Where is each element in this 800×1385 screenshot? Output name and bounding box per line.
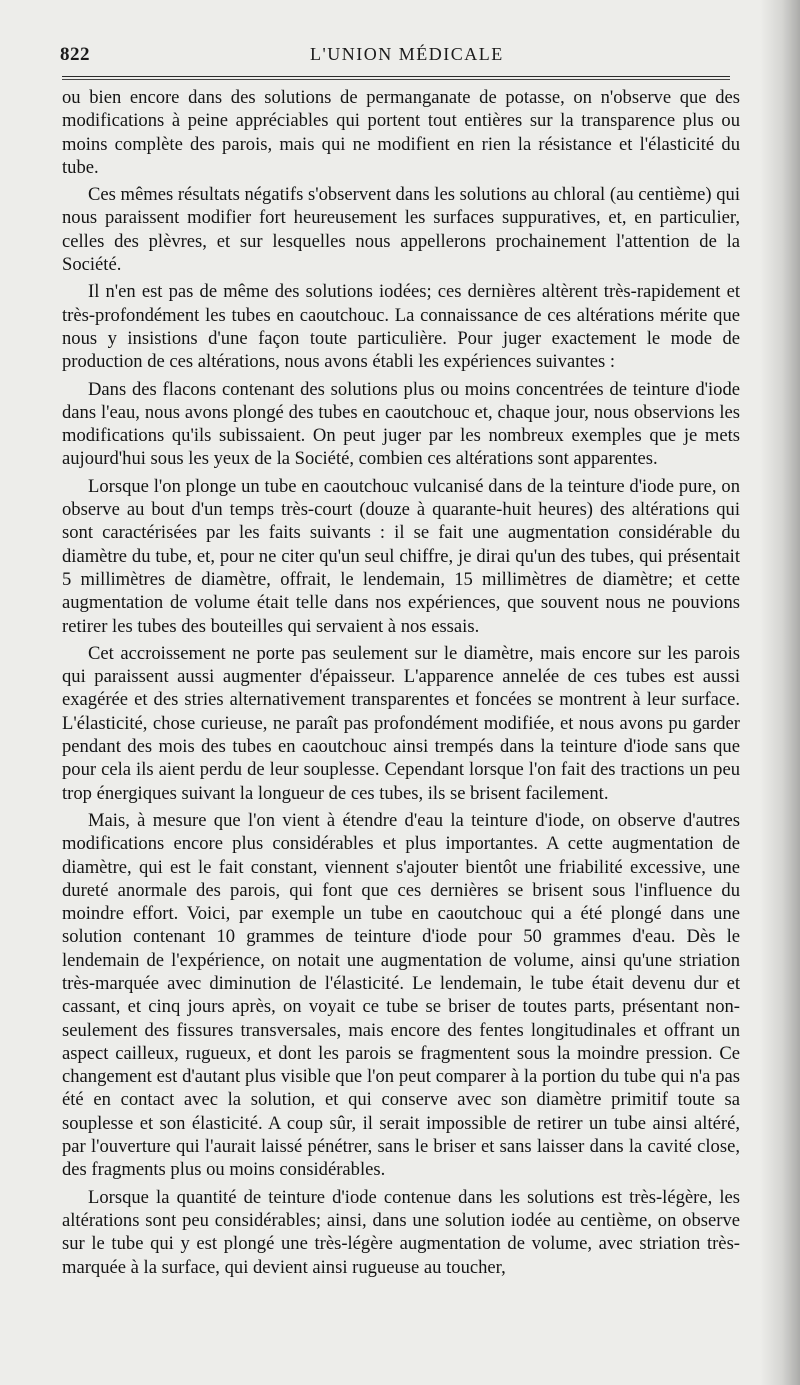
header-rule — [62, 76, 730, 80]
paragraph-diluted-tincture: Mais, à mesure que l'on vient à étendre d'eau la teinture d'iode, on observe d'autres modifications encore plus considérables et plus importantes. A cette augmentation de diamètre, qui est le fait constant, viennent s'ajouter bientôt une friabilité excessive, une dureté anormale des parois, qui font que ces dernières se brisent sous l'influence du moindre effort. Voici, par exemple un tube en caoutchouc qui a été plongé dans une solution contenant 10 grammes de teinture d'iode pour 50 grammes d'eau. Dès le lendemain de l'expérience, on notait une augmentation de volume, ainsi qu'une striation très-marquée avec diminution de l'élasticité. Le lendemain, le tube était devenu dur et cassant, et cinq jours après, on voyait ce tube se briser de toutes parts, présentant non-seulement des fissures transversales, mais encore des fentes longitudinales et offrant un aspect cailleux, rugueux, et dont les parois se fragmentent sous la moindre pression. Ce changement est d'autant plus visible que l'on peut comparer à la portion du tube qui n'a pas été en contact avec la solution, et qui conserve avec son diamètre primitif toute sa souplesse et son élasticité. A coup sûr, il serait impossible de retirer un tube ainsi altéré, par l'ouverture qui l'aurait laissé pénétrer, sans le briser et sans laisser dans la cavité close, des fragments plus ou moins considérables. — [62, 809, 740, 1181]
page-gutter-shadow — [760, 0, 800, 1385]
paragraph-flasks-experiment: Dans des flacons contenant des solutions plus ou moins concentrées de teinture d'iode dans l'eau, nous avons plongé des tubes en caoutchouc et, chaque jour, nous observions les modifications qu'ils subissaient. On peut juger par les nombreux exemples que je mets aujourd'hui sous les yeux de la Société, combien ces altérations sont apparentes. — [62, 378, 740, 470]
paragraph-wall-thickening: Cet accroissement ne porte pas seulement sur le diamètre, mais encore sur les parois qui paraissent aussi augmenter d'épaisseur. L'apparence annelée de ces tubes est aussi exagérée et des stries alternativement transparentes et foncées se montrent à leur surface. L'élasticité, chose curieuse, ne paraît pas profondément modifiée, et nous avons pu garder pendant des mois des tubes en caoutchouc ainsi trempés dans la teinture d'iode sans que pour cela ils aient perdu de leur souplesse. Cependant lorsque l'on fait des tractions un peu trop énergiques suivant la longueur de ces tubes, ils se brisent facilement. — [62, 642, 740, 804]
paragraph-light-solutions: Lorsque la quantité de teinture d'iode contenue dans les solutions est très-légère, les altérations sont peu considérables; ainsi, dans une solution iodée au centième, on observe sur le tube qui y est plongé une très-légère augmentation de volume, avec striation très-marquée à la surface, qui devient ainsi rugueuse au toucher, — [62, 1186, 740, 1278]
paragraph-iodine-solutions: Il n'en est pas de même des solutions iodées; ces dernières altèrent très-rapidement et très-profondément les tubes en caoutchouc. La connaissance de ces altérations mérite que nous y insistions d'une façon toute particulière. Pour juger exactement le mode de production de ces altérations, nous avons établi les expériences suivantes : — [62, 281, 740, 373]
paragraph-chloral: Ces mêmes résultats négatifs s'observent dans les solutions au chloral (au centième) qui nous paraissent modifier fort heureusement les surfaces suppuratives, et, en particulier, celles des plèvres, et sur lesquelles nous appellerons prochainement l'attention de la Société. — [62, 184, 740, 276]
page-header — [60, 42, 728, 72]
paragraph-pure-tincture: Lorsque l'on plonge un tube en caoutchouc vulcanisé dans de la teinture d'iode pure, on observe au bout d'un temps très-court (douze à quarante-huit heures) des altérations qui sont caractérisées par les faits suivants : il se fait une augmentation considérable du diamètre du tube, et, pour ne citer qu'un seul chiffre, je dirai qu'un des tubes, qui présentait 5 millimètres de diamètre, offrait, le lendemain, 15 millimètres de diamètre; et cette augmentation de volume était telle dans nos expériences, que souvent nous ne pouvions retirer les tubes des bouteilles qui servaient à nos essais. — [62, 475, 740, 637]
page-number: 822 — [60, 44, 90, 65]
body-text — [62, 86, 740, 1283]
running-title: L'UNION MÉDICALE — [310, 44, 504, 64]
paragraph-continuation: ou bien encore dans des solutions de permanganate de potasse, on n'observe que des modifications à peine appréciables qui portent tout entières sur la transparence plus ou moins complète des parois, mais qui ne modifient en rien la résistance et l'élasticité du tube. — [62, 87, 740, 178]
